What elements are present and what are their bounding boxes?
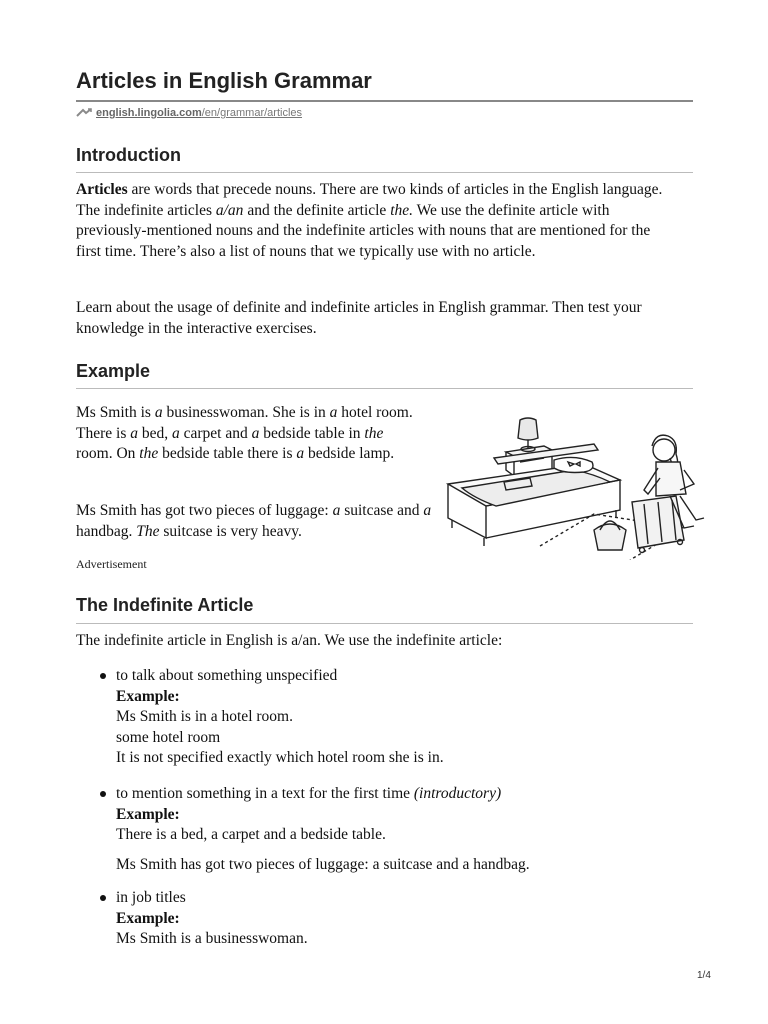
term-articles: Articles [76,181,128,198]
section-divider [76,623,693,624]
page-title: Articles in English Grammar [76,68,372,93]
hotel-room-illustration [444,410,766,560]
list-item: to talk about something unspecified Example: Ms Smith is in a hotel room. some hotel room It is not specified exactly which hotel room she is in. [76,666,693,769]
indefinite-intro: The indefinite article in English is a/an. We use the indefinite article: [76,632,503,649]
list-item: in job titles Example: Ms Smith is a businesswoman. [76,888,693,950]
advertisement-label: Advertisement [76,557,147,571]
section-heading-example: Example [76,361,151,381]
example-paragraph-2: Ms Smith has got two pieces of luggage: a suitcase and a handbag. The suitcase is very heavy. [76,502,432,540]
intro-paragraph-1: Articles are words that precede nouns. There are two kinds of articles in the English language. The indefinite articles a/an and the definite article the. We use the definite article with previously-mentioned nouns and the indefinite articles with nouns that are mentioned for the first time. There’s also a list of nouns that we typically use with no article. [76,181,663,260]
section-divider [76,172,693,173]
section-divider [76,388,693,389]
link-arrow-icon [76,108,92,118]
example-label: Example: [116,805,180,823]
example-paragraph-1: Ms Smith is a businesswoman. She is in a hotel room. There is a bed, a carpet and a bedside table in the room. On the bedside table there is a bedside lamp. [76,404,413,462]
page-number: 1/4 [697,970,711,981]
bullet-icon [100,673,106,679]
source-link[interactable] [76,107,302,119]
list-item: to mention something in a text for the first time (introductory) Example: There is a bed, a carpet and a bedside table. Ms Smith has got two pieces of luggage: a suitcase and a handbag. [76,784,693,875]
source-host[interactable]: english.lingolia.com [96,107,202,119]
source-path[interactable]: /en/grammar/articles [201,107,303,119]
example-label: Example: [116,687,180,705]
section-heading-indefinite-article: The Indefinite Article [76,595,254,615]
section-heading-introduction: Introduction [76,145,181,165]
title-divider [76,100,693,102]
bullet-icon [100,791,106,797]
example-label: Example: [116,909,180,927]
bullet-icon [100,895,106,901]
intro-paragraph-2: Learn about the usage of definite and indefinite articles in English grammar. Then test your knowledge in the interactive exercises. [76,299,642,337]
